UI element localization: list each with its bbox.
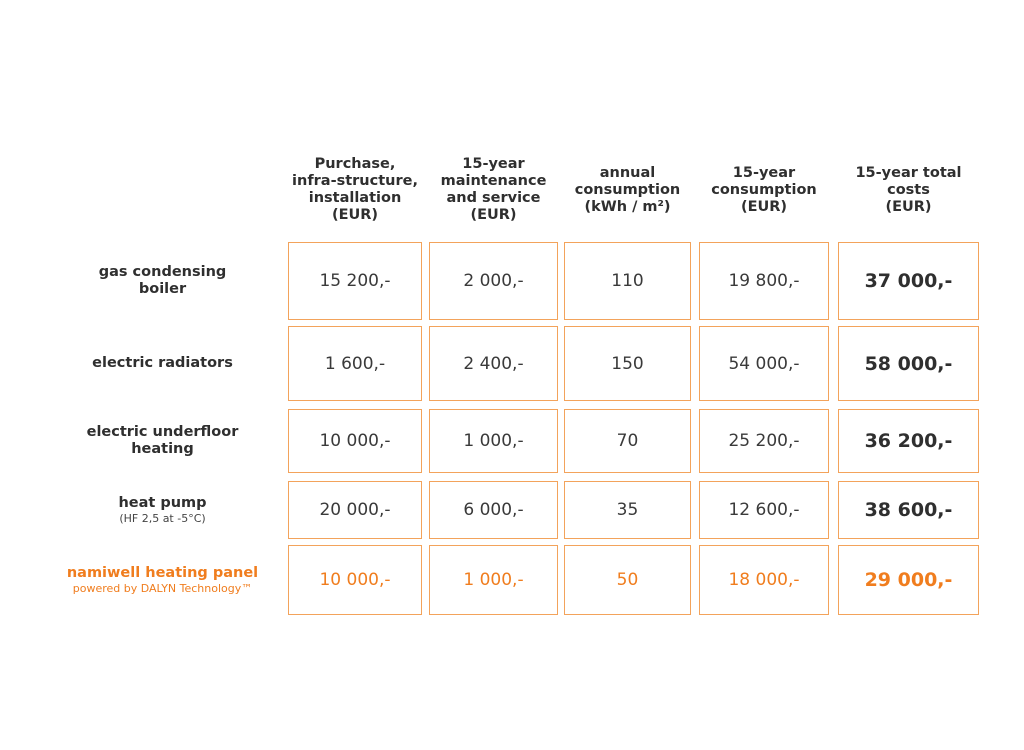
column-header-consumption: 15-year consumption (EUR) bbox=[711, 164, 817, 215]
table-cell: 1 600,- bbox=[288, 326, 422, 401]
row-label-text: namiwell heating panel bbox=[66, 565, 259, 581]
table-cell: 19 800,- bbox=[699, 242, 829, 320]
table-cell: 150 bbox=[564, 326, 691, 401]
column-header-purchase: Purchase, infra-structure, installation (EUR) bbox=[292, 156, 418, 223]
row-label bbox=[45, 545, 280, 615]
table-cell: 54 000,- bbox=[699, 326, 829, 401]
row-label bbox=[45, 326, 280, 401]
table-cell: 25 200,- bbox=[699, 409, 829, 473]
table-cell: 10 000,- bbox=[288, 409, 422, 473]
table-cell: 70 bbox=[564, 409, 691, 473]
table-cell: 18 000,- bbox=[699, 545, 829, 615]
table-cell: 20 000,- bbox=[288, 481, 422, 539]
row-label-text: heat pump bbox=[118, 495, 207, 511]
row-label bbox=[45, 409, 280, 473]
total-cost-cell: 58 000,- bbox=[838, 326, 979, 401]
table-cell: 110 bbox=[564, 242, 691, 320]
table-cell: 6 000,- bbox=[429, 481, 558, 539]
row-sublabel-text: (HF 2,5 at -5°C) bbox=[119, 512, 206, 525]
total-cost-cell: 38 600,- bbox=[838, 481, 979, 539]
table-cell: 1 000,- bbox=[429, 545, 558, 615]
row-label-text: gas condensing boiler bbox=[98, 264, 227, 297]
column-header-annual-consumption: annual consumption (kWh / m²) bbox=[574, 164, 681, 215]
total-cost-cell: 37 000,- bbox=[838, 242, 979, 320]
table-cell: 2 000,- bbox=[429, 242, 558, 320]
table-cell: 50 bbox=[564, 545, 691, 615]
row-label-text: electric underfloor heating bbox=[86, 424, 239, 457]
table-cell: 15 200,- bbox=[288, 242, 422, 320]
row-label-text: electric radiators bbox=[92, 355, 233, 371]
table-cell: 12 600,- bbox=[699, 481, 829, 539]
row-label bbox=[45, 242, 280, 320]
row-sublabel-text: powered by DALYN Technology™ bbox=[72, 582, 253, 595]
table-cell: 35 bbox=[564, 481, 691, 539]
table-cell: 1 000,- bbox=[429, 409, 558, 473]
column-header-maintenance: 15-year maintenance and service (EUR) bbox=[440, 156, 547, 223]
row-label bbox=[45, 481, 280, 539]
table-cell: 10 000,- bbox=[288, 545, 422, 615]
total-cost-cell: 29 000,- bbox=[838, 545, 979, 615]
table-cell: 2 400,- bbox=[429, 326, 558, 401]
column-header-total-costs: 15-year total costs (EUR) bbox=[855, 164, 962, 215]
total-cost-cell: 36 200,- bbox=[838, 409, 979, 473]
